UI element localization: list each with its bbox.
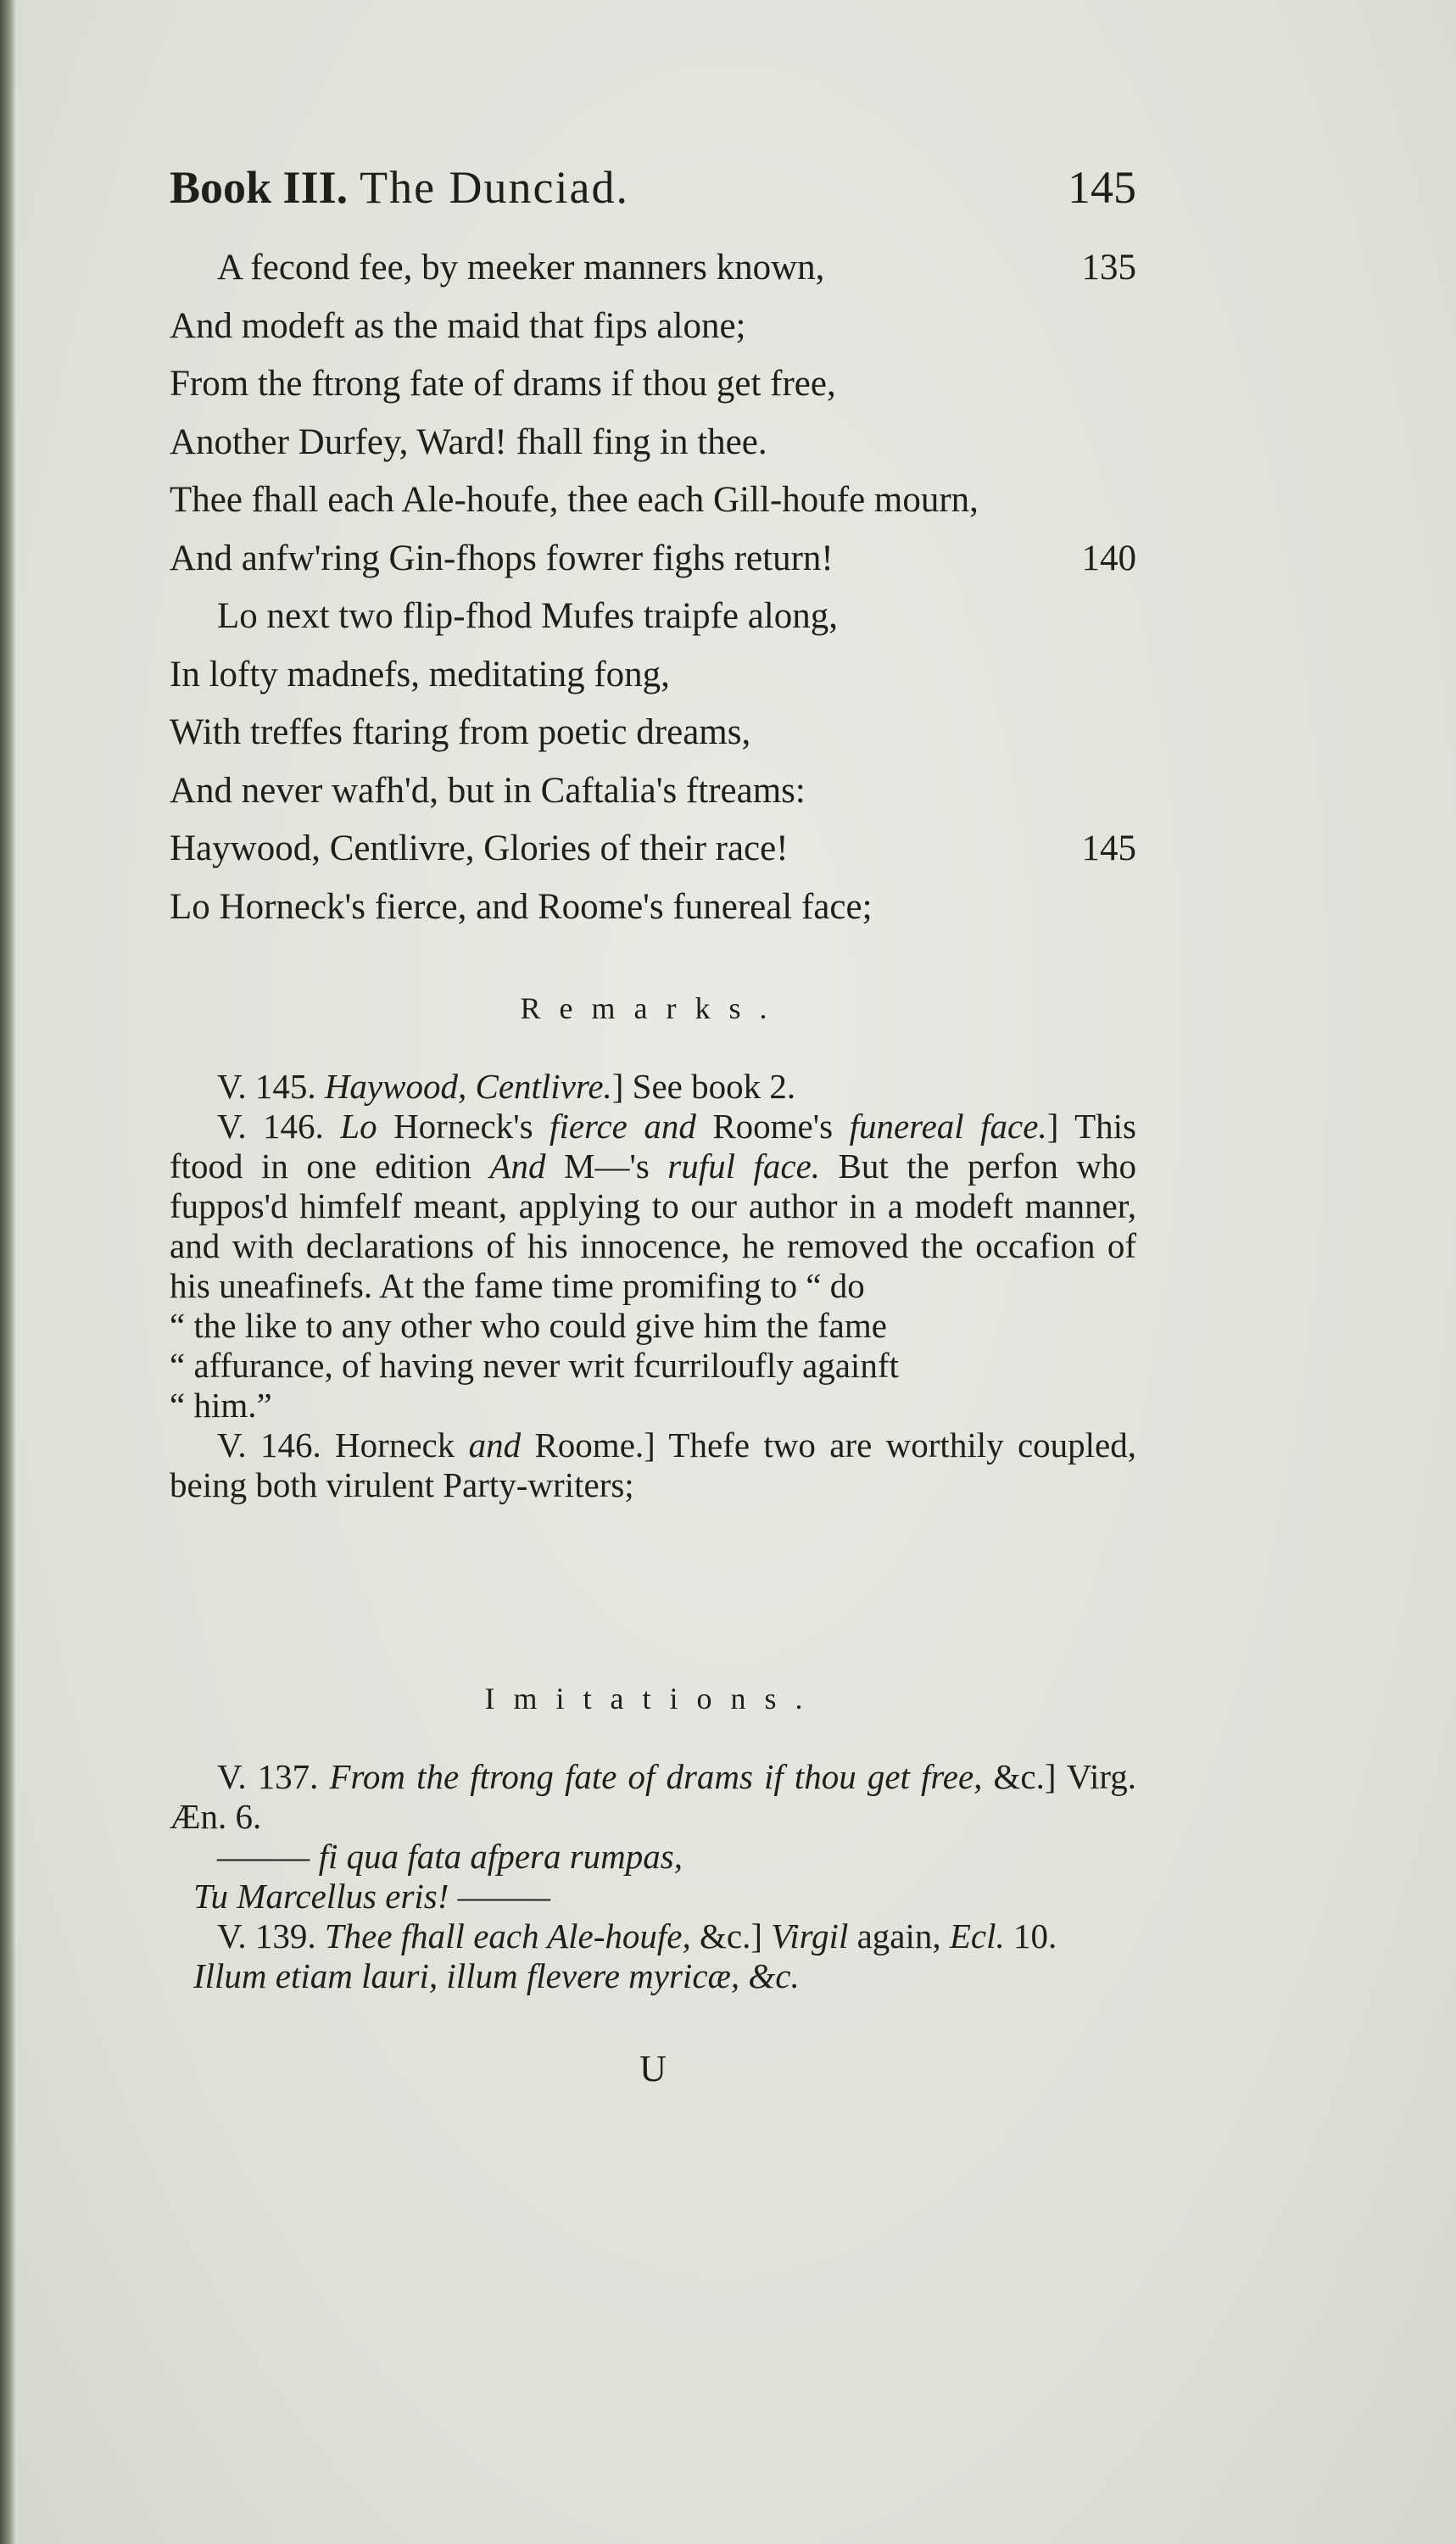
imitations-heading: Imitations. [484, 1682, 822, 1716]
imitation-quote-2: Tu Marcellus eris! ——— [193, 1877, 551, 1916]
line-number: 135 [1081, 248, 1136, 287]
verse-line [170, 414, 1136, 472]
verse-text: Another Durfey, Ward! fhall fing in thee. [170, 421, 767, 462]
remark-quote-line-1: “ the like to any other who could give him the fame [170, 1306, 887, 1345]
verse-line [170, 762, 1136, 821]
verse-text: And never wafh'd, but in Caftalia's ftreams: [170, 770, 806, 811]
imitation-note-1: V. 137. From the ftrong fate of drams if thou get free, &c.] Virg. Æn. 6. [170, 1757, 1136, 1836]
remark-note-1: V. 145. Haywood, Centlivre.] See book 2. [217, 1067, 796, 1106]
header-title-group [170, 161, 629, 214]
verse-line [170, 820, 1136, 879]
verse-text: And modeft as the maid that fips alone; [170, 305, 746, 346]
verse-text: In lofty madnefs, meditating fong, [170, 654, 670, 695]
remark-quote-line-2: “ affurance, of having never writ fcurriloufly againft [170, 1346, 899, 1385]
remark-note-2: V. 146. Lo Horneck's fierce and Roome's funereal face.] This ftood in one edition And M—'s ruful face. But the perfon who fuppos'd himfelf meant, applying to our author in a modeft manner, and with declarations of his innocence, he removed the occafion of his uneafinefs. At the fame time promifing to “ do [170, 1107, 1136, 1305]
verse-text: A fecond fee, by meeker manners known, [217, 248, 825, 287]
imitations-notes [170, 1757, 1136, 1996]
verse-text: From the ftrong fate of drams if thou get free, [170, 364, 836, 404]
verse-text: Haywood, Centlivre, Glories of their race! [170, 828, 789, 868]
verse-line [170, 646, 1136, 705]
verse-text: Lo next two flip-fhod Mufes traipfe along, [217, 596, 839, 636]
verse-line [170, 355, 1136, 414]
verse-line [170, 298, 1136, 356]
verse-line [170, 704, 1136, 762]
remarks-notes [170, 1067, 1136, 1505]
verse-line [170, 239, 1136, 298]
imitation-note-2: V. 139. Thee fhall each Ale-houfe, &c.] Virgil again, Ecl. 10. [217, 1916, 1057, 1955]
running-header [170, 161, 1136, 220]
verse-block [170, 239, 1136, 936]
work-title: The Dunciad. [360, 162, 629, 213]
remark-quote-line-3: “ him.” [170, 1386, 272, 1425]
remarks-heading: Remarks. [520, 991, 786, 1025]
imitation-quote-1: ——— fi qua fata afpera rumpas, [217, 1837, 683, 1876]
verse-line [170, 471, 1136, 530]
verse-line [170, 588, 1136, 646]
verse-text: And anfw'ring Gin-fhops fowrer fighs return! [170, 538, 834, 578]
verse-line [170, 530, 1136, 589]
line-number: 145 [1081, 828, 1136, 868]
book-label: Book III. [170, 162, 349, 213]
line-number: 140 [1081, 538, 1136, 578]
verse-text: With treffes ftaring from poetic dreams, [170, 712, 751, 752]
remark-note-3: V. 146. Horneck and Roome.] Thefe two are worthily coupled, being both virulent Party-writers; [170, 1425, 1137, 1504]
catchword: U [639, 2048, 667, 2089]
verse-text: Thee fhall each Ale-houfe, thee each Gill-houfe mourn, [170, 480, 979, 520]
verse-line [170, 879, 1136, 937]
page-number: 145 [1068, 162, 1136, 213]
imitation-quote-3: Illum etiam lauri, illum flevere myricæ, &c. [193, 1956, 800, 1995]
verse-text: Lo Horneck's fierce, and Roome's funereal face; [170, 886, 873, 927]
book-spine-shadow [0, 0, 15, 2544]
